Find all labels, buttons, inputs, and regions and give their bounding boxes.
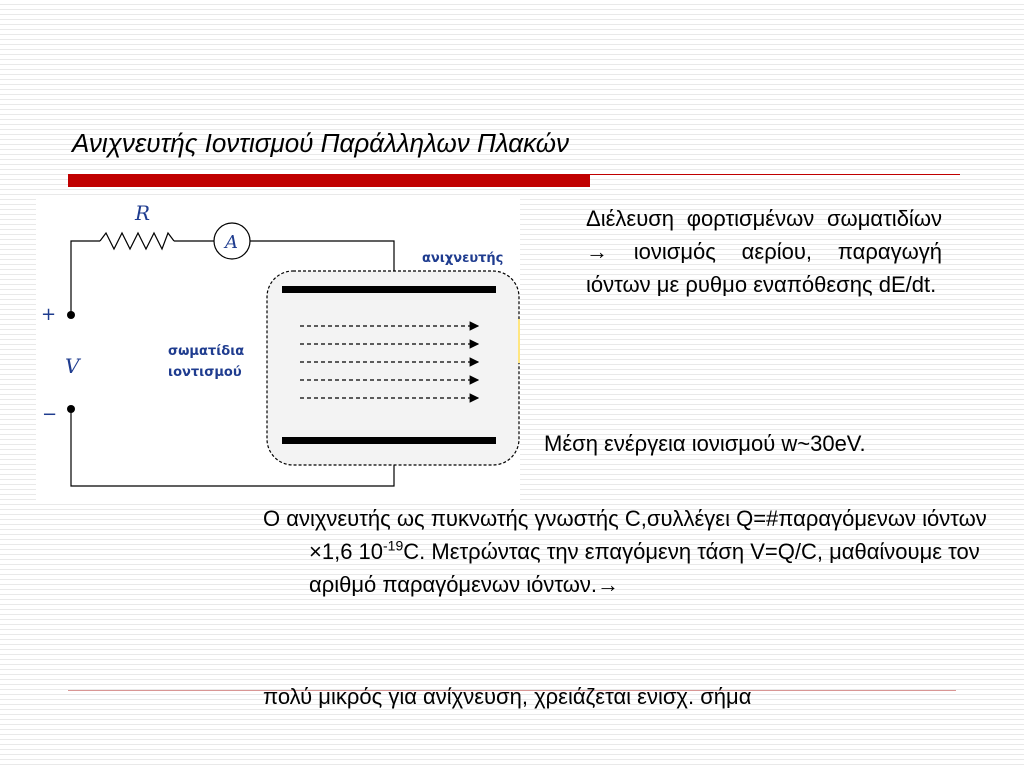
resistor-symbol: [100, 233, 174, 249]
negative-terminal: [67, 405, 75, 413]
positive-terminal: [67, 311, 75, 319]
resistor-label: R: [135, 201, 151, 225]
detector-label: ανιχνευτής: [422, 251, 504, 266]
minus-sign: −: [42, 404, 58, 425]
particles-label-line1: σωματίδια: [168, 344, 245, 359]
mean-energy-text: Μέση ενέργεια ιονισμού w~30eV.: [544, 431, 866, 456]
side-marker: [518, 319, 520, 363]
slide-title: Ανιχνευτής Ιοντισμού Παράλληλων Πλακών: [72, 128, 570, 158]
top-plate: [282, 286, 496, 293]
ionization-chamber-diagram: [36, 197, 520, 503]
plus-sign: +: [41, 304, 57, 325]
bottom-plate: [282, 437, 496, 444]
title-divider-bar: [68, 175, 590, 187]
capacitor-text-start: Ο ανιχνευτής ως πυκνωτής γνωστής C,συλλέγει Q=#παραγόμενων ιόντων ×1,6 10: [263, 506, 987, 564]
detector-chamber: [267, 271, 519, 465]
particles-label-line2: ιοντισμού: [168, 365, 242, 380]
ammeter-label: A: [225, 232, 238, 253]
capacitor-text-end: C. Μετρώντας την επαγόμενη τάση V=Q/C, μαθαίνουμε τον αριθμό παραγόμενων ιόντων.→: [309, 539, 980, 597]
voltage-label: V: [65, 354, 80, 378]
capacitor-text: [263, 502, 1009, 601]
capacitor-exponent: -19: [383, 537, 404, 554]
small-signal-text: πολύ μικρός για ανίχνευση, χρειάζεται ενισχ. σήμα: [263, 684, 752, 709]
ionization-description: Διέλευση φορτισμένων σωματιδίων → ιονισμός αερίου, παραγωγή ιόντων με ρυθμο εναπόθεσης dE/dt.: [586, 206, 942, 297]
